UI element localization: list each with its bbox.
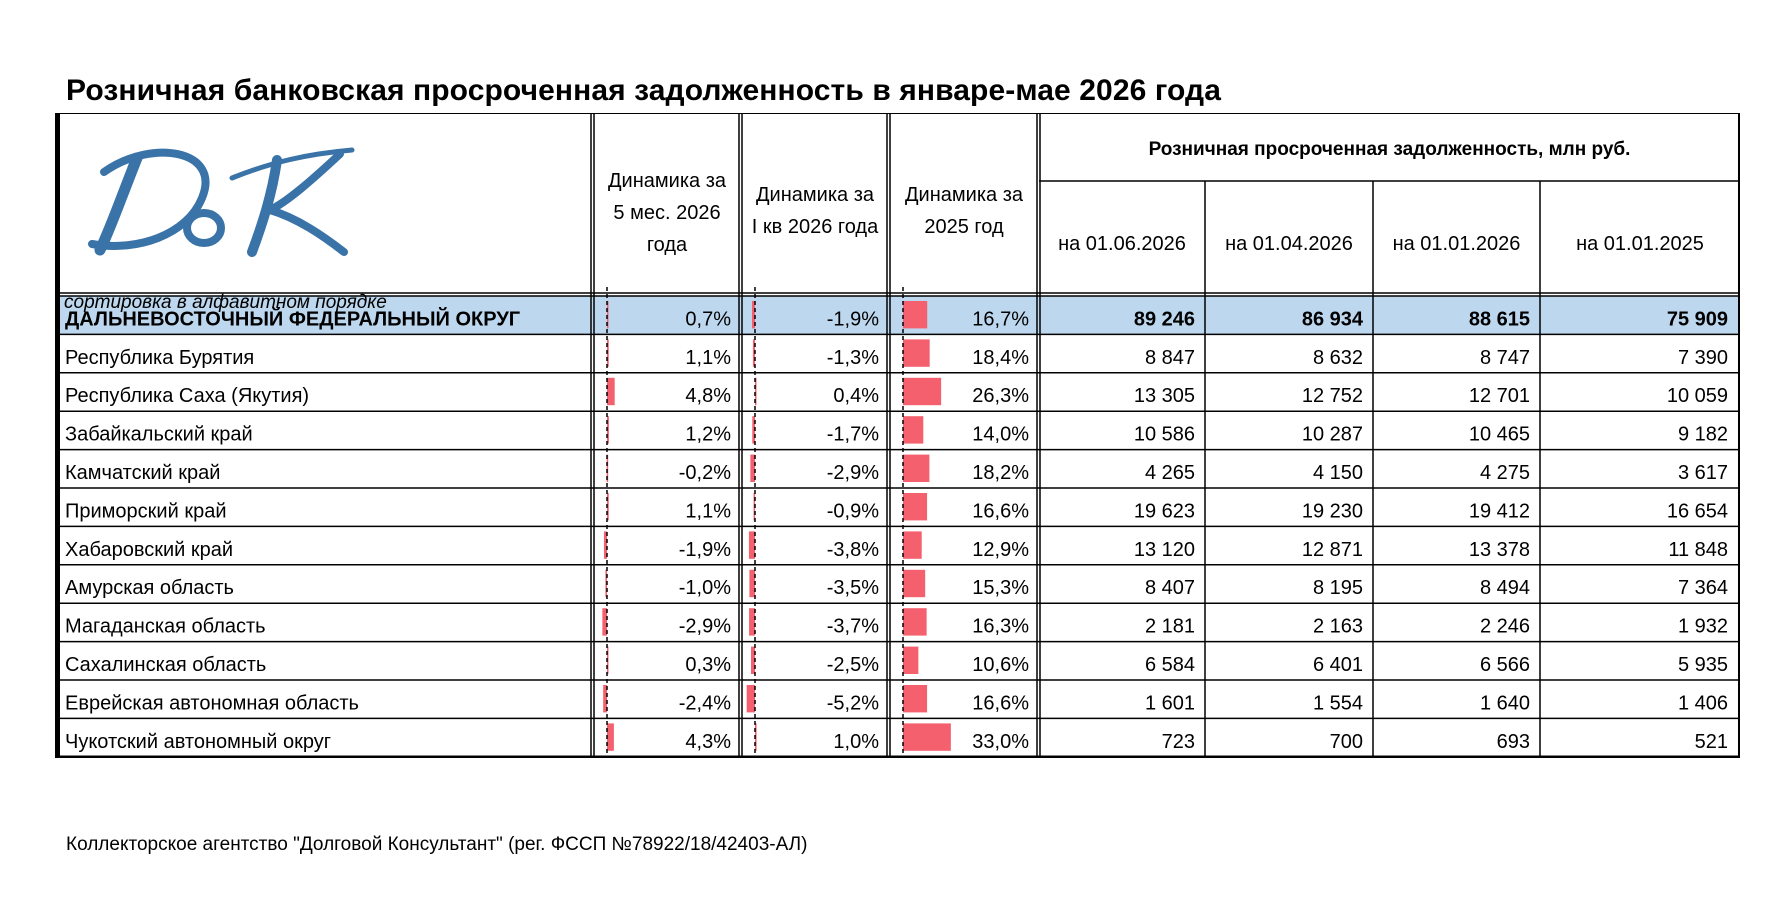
cell-dyn-q1: -1,3% [826, 346, 879, 369]
cell-dyn-5m: 0,7% [685, 308, 731, 331]
cell-dyn-2025: 10,6% [972, 654, 1029, 676]
cell-value-2025-01: 7 390 [1677, 346, 1728, 369]
cell-value-2026-04: 86 934 [1301, 308, 1363, 331]
cell-value-2026-01: 13 378 [1468, 538, 1530, 561]
cell-dyn-5m: -1,0% [678, 577, 731, 600]
cell-dyn-2025: 26,3% [972, 385, 1029, 408]
cell-dyn-q1: 0,4% [833, 385, 879, 408]
bar-dyn-2025 [903, 416, 923, 443]
cell-dyn-q1: 1,0% [833, 730, 879, 753]
cell-value-2025-01: 75 909 [1666, 308, 1728, 331]
header-date: на 01.01.2026 [1392, 233, 1521, 255]
cell-value-2025-01: 11 848 [1668, 538, 1728, 561]
cell-value-2026-06: 10 586 [1133, 423, 1195, 446]
cell-dyn-5m: 4,3% [685, 730, 731, 753]
cell-dyn-5m: 0,3% [685, 654, 731, 676]
row-region-name: Еврейская автономная область [65, 692, 359, 715]
table-left-border [55, 113, 60, 757]
cell-dyn-2025: 33,0% [972, 730, 1029, 753]
cell-value-2026-04: 12 752 [1301, 385, 1363, 408]
bar-dyn-2025 [903, 570, 925, 597]
cell-value-2026-04: 12 871 [1301, 538, 1363, 561]
header-date: на 01.01.2025 [1576, 233, 1704, 255]
header-group: Розничная просроченная задолженность, млн руб. [1148, 139, 1631, 160]
cell-dyn-2025: 18,2% [972, 462, 1029, 484]
cell-value-2026-01: 10 465 [1468, 423, 1530, 446]
cell-value-2026-04: 2 163 [1312, 615, 1363, 638]
cell-dyn-q1: -2,9% [826, 462, 879, 484]
row-region-name: Камчатский край [65, 462, 221, 484]
row-region-name: Хабаровский край [65, 538, 234, 561]
bar-dyn-q1 [747, 685, 755, 712]
cell-dyn-q1: -3,8% [826, 538, 879, 561]
bar-dyn-5m [607, 378, 615, 405]
header-dyn-5m-line: Динамика за [608, 170, 726, 192]
cell-dyn-5m: -1,9% [678, 538, 731, 561]
bar-dyn-2025 [903, 608, 927, 635]
cell-value-2025-01: 7 364 [1677, 577, 1728, 600]
cell-value-2026-01: 88 615 [1468, 308, 1530, 331]
row-region-name: Приморский край [65, 500, 227, 523]
cell-value-2025-01: 10 059 [1666, 385, 1728, 408]
cell-value-2026-04: 19 230 [1301, 500, 1363, 523]
bar-dyn-2025 [903, 339, 930, 366]
cell-dyn-q1: -2,5% [826, 654, 879, 676]
bar-dyn-q1 [749, 608, 755, 635]
cell-value-2026-06: 1 601 [1144, 692, 1195, 715]
row-region-name: Сахалинская область [65, 654, 267, 676]
cell-value-2026-06: 13 120 [1133, 538, 1195, 561]
bar-dyn-2025 [903, 723, 951, 750]
row-region-name: Республика Бурятия [65, 346, 255, 369]
cell-dyn-q1: -3,5% [826, 577, 879, 600]
row-region-name: Республика Саха (Якутия) [65, 385, 310, 408]
cell-value-2026-01: 4 275 [1479, 462, 1530, 484]
cell-value-2026-06: 8 407 [1144, 577, 1195, 600]
cell-dyn-5m: -2,9% [678, 615, 731, 638]
footer-note: Коллекторское агентство "Долговой Консультант" (рег. ФССП №78922/18/42403-АЛ) [66, 834, 808, 855]
cell-dyn-q1: -3,7% [826, 615, 879, 638]
cell-value-2025-01: 1 932 [1677, 615, 1728, 638]
cell-dyn-5m: -0,2% [678, 462, 731, 484]
bar-dyn-2025 [903, 685, 927, 712]
cell-value-2026-04: 8 195 [1312, 577, 1363, 600]
bar-dyn-2025 [903, 493, 927, 520]
cell-value-2026-01: 8 494 [1479, 577, 1530, 600]
cell-value-2026-04: 700 [1329, 730, 1363, 753]
cell-value-2026-04: 6 401 [1312, 654, 1363, 676]
bar-dyn-2025 [903, 378, 941, 405]
cell-value-2026-01: 6 566 [1479, 654, 1530, 676]
cell-dyn-5m: 4,8% [685, 385, 731, 408]
bar-dyn-5m [607, 723, 614, 750]
cell-dyn-q1: -1,7% [826, 423, 879, 446]
cell-value-2026-06: 2 181 [1144, 615, 1195, 638]
cell-dyn-2025: 12,9% [972, 538, 1029, 561]
cell-dyn-5m: -2,4% [678, 692, 731, 715]
cell-value-2026-04: 4 150 [1312, 462, 1363, 484]
bar-dyn-2025 [903, 531, 922, 558]
cell-value-2026-06: 6 584 [1144, 654, 1195, 676]
header-date: на 01.06.2026 [1058, 233, 1186, 255]
cell-dyn-q1: -0,9% [826, 500, 879, 523]
cell-value-2026-04: 1 554 [1312, 692, 1363, 715]
cell-value-2026-06: 723 [1161, 730, 1195, 753]
cell-dyn-2025: 15,3% [972, 577, 1029, 600]
cell-dyn-q1: -5,2% [826, 692, 879, 715]
cell-dyn-5m: 1,1% [685, 500, 731, 523]
header-dyn-5m-line: 5 мес. 2026 [613, 202, 721, 224]
cell-value-2025-01: 16 654 [1666, 500, 1728, 523]
cell-value-2026-01: 12 701 [1468, 385, 1530, 408]
cell-value-2025-01: 3 617 [1677, 462, 1728, 484]
cell-dyn-2025: 14,0% [972, 423, 1029, 446]
cell-value-2026-06: 19 623 [1133, 500, 1195, 523]
row-region-name: Чукотский автономный округ [65, 730, 332, 753]
header-dyn-q1-line: Динамика за [756, 184, 874, 206]
header-dyn-5m-line: года [646, 234, 688, 256]
cell-dyn-2025: 16,6% [972, 692, 1029, 715]
cell-value-2026-06: 4 265 [1144, 462, 1195, 484]
cell-value-2026-01: 693 [1496, 730, 1530, 753]
cell-value-2026-06: 8 847 [1144, 346, 1195, 369]
cell-value-2025-01: 5 935 [1677, 654, 1728, 676]
header-dyn-q1-line: I кв 2026 года [751, 216, 879, 238]
bar-dyn-2025 [903, 301, 927, 328]
cell-value-2025-01: 9 182 [1677, 423, 1728, 446]
sort-note: сортировка в алфавитном порядке [64, 292, 387, 313]
cell-value-2026-01: 19 412 [1468, 500, 1530, 523]
cell-dyn-q1: -1,9% [826, 308, 879, 331]
cell-dyn-2025: 16,3% [972, 615, 1029, 638]
cell-value-2026-04: 8 632 [1312, 346, 1363, 369]
bar-dyn-q1 [749, 531, 755, 558]
cell-value-2026-01: 1 640 [1479, 692, 1530, 715]
cell-value-2026-06: 13 305 [1133, 385, 1195, 408]
cell-dyn-2025: 16,7% [972, 308, 1029, 331]
bar-dyn-2025 [903, 647, 918, 674]
row-region-name: ДАЛЬНЕВОСТОЧНЫЙ ФЕДЕРАЛЬНЫЙ ОКРУГ [65, 308, 521, 331]
cell-value-2025-01: 521 [1694, 730, 1728, 753]
dok-logo [82, 140, 362, 265]
bar-dyn-2025 [903, 455, 929, 482]
cell-value-2026-06: 89 246 [1133, 308, 1195, 331]
header-date: на 01.04.2026 [1225, 233, 1353, 255]
cell-value-2026-04: 10 287 [1301, 423, 1363, 446]
header-dyn-2025-line: Динамика за [905, 184, 1023, 206]
header-dyn-2025-line: 2025 год [924, 216, 1004, 238]
cell-value-2025-01: 1 406 [1677, 692, 1728, 715]
cell-value-2026-01: 8 747 [1479, 346, 1530, 369]
cell-dyn-5m: 1,2% [685, 423, 731, 446]
row-region-name: Амурская область [65, 577, 234, 600]
bar-dyn-q1 [749, 570, 755, 597]
cell-dyn-2025: 18,4% [972, 346, 1029, 369]
cell-value-2026-01: 2 246 [1479, 615, 1530, 638]
page-title: Розничная банковская просроченная задолженность в январе-мае 2026 года [66, 74, 1221, 107]
row-region-name: Забайкальский край [65, 423, 253, 446]
row-region-name: Магаданская область [65, 615, 266, 638]
cell-dyn-5m: 1,1% [685, 346, 731, 369]
cell-dyn-2025: 16,6% [972, 500, 1029, 523]
